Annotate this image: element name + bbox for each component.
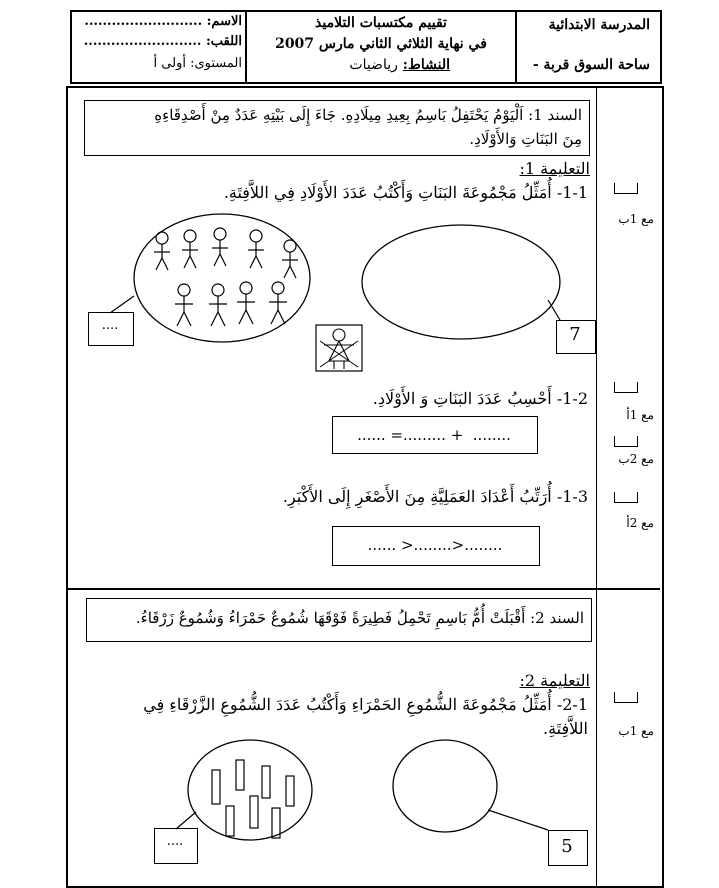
criterion-2b: مع 2ب <box>618 452 654 466</box>
surname-field[interactable]: اللقب: .......................... <box>83 34 242 49</box>
red-candles-ellipse <box>393 740 497 832</box>
title-line2: في نهاية الثلاثي الثاني مارس 2007 <box>275 36 487 52</box>
boys-set-ellipse <box>134 214 310 342</box>
sanad1-line1: السند 1: اَلْيَوْمُ يَحْتَفِلُ بَاسِمُ بِعِيدِ مِيلَادِهِ. جَاءَ إِلَى بَيْتِهِ عَدَدٌ مِنْ أَصْدِقَاءِهِ <box>154 106 582 124</box>
blue-candles-leader <box>176 812 196 829</box>
girls-set-leader <box>548 300 560 320</box>
criterion-1b: مع 1ب <box>618 212 654 226</box>
level-field: المستوى: أولى أ <box>153 56 242 71</box>
school-location: ساحة السوق قربة - <box>532 57 650 73</box>
sanad2-text: السند 2: أَقْبَلَتْ أُمُّ بَاسِمِ تَحْمِلُ فَطِيرَةً فَوْقَهَا شُمُوعٌ حَمْرَاءُ وَشُمُوعٌ زَرْقَاءُ. <box>135 609 584 627</box>
candle-shapes <box>212 760 294 838</box>
question-1-3: 1-3- أُرَتِّبُ أَعْدَادَ العَمَلِيَّةِ مِنَ الأَصْغَرِ إِلَى الأَكْبَرِ. <box>282 487 588 506</box>
school-name: المدرسة الابتدائية <box>548 17 650 33</box>
boy-figure <box>154 232 170 270</box>
red-count: 5 <box>561 836 573 857</box>
boy-figure <box>248 230 264 268</box>
boy-figures <box>154 228 298 326</box>
girl-icon <box>316 325 362 371</box>
activity-value: رياضيات <box>349 57 398 73</box>
girls-set-ellipse <box>362 225 560 339</box>
sanad1-line2: مِنَ البَنَاتِ وَالأَوْلَادِ. <box>469 130 582 148</box>
boys-count-placeholder: .... <box>101 318 119 333</box>
boy-figure <box>212 228 228 266</box>
boy-figure <box>237 282 255 324</box>
candle <box>286 776 294 806</box>
question-2-1-line1: 2-1- أُمَثِّلُ مَجْمُوعَةَ الشُّمُوعِ الحَمْرَاءِ وَأَكْتُبُ عَدَدَ الشُّمُوعِ الزَّرْقَاءِ فِي <box>143 695 588 714</box>
activity-label: النشاط: <box>402 57 450 73</box>
criterion-1a: مع 1أ <box>626 408 654 422</box>
girls-count: 7 <box>569 324 581 345</box>
candle <box>226 806 234 836</box>
question-2-1-line2: اللاَّفِتَةِ. <box>542 719 588 738</box>
boy-figure <box>175 284 193 326</box>
criterion-2a: مع 2أ <box>626 516 654 530</box>
taalima1-title: التعليمة 1: <box>519 159 590 178</box>
candle <box>212 770 220 804</box>
candle <box>250 796 258 828</box>
answer-1-3-text: ...... >........>........ <box>367 536 503 554</box>
candle <box>236 760 244 790</box>
candle <box>272 808 280 838</box>
question-1-1: 1-1- أُمَثِّلُ مَجْمُوعَةَ البَنَاتِ وَأَكْتُبُ عَدَدَ الأَوْلَادِ فِي اللاَّفِتَةِ. <box>223 183 588 202</box>
boy-figure <box>209 284 227 326</box>
taalima2-title: التعليمة 2: <box>519 671 590 690</box>
boy-figure <box>182 230 198 268</box>
boys-set-leader <box>110 296 134 313</box>
title-line1: تقييم مكتسبات التلاميذ <box>315 15 447 31</box>
criterion-s2-1b: مع 1ب <box>618 724 654 738</box>
red-candles-leader <box>488 810 548 830</box>
candle <box>262 766 270 798</box>
answer-1-2-text: ...... =......... + ........ <box>357 426 511 444</box>
boy-figure <box>282 240 298 278</box>
boy-figure <box>269 282 287 324</box>
question-1-2: 1-2- أَحْسِبُ عَدَدَ البَنَاتِ وَ الأَوْلَادِ. <box>372 389 588 408</box>
name-field[interactable]: الاسم: .......................... <box>84 14 242 29</box>
blue-count-placeholder: .... <box>166 834 184 849</box>
